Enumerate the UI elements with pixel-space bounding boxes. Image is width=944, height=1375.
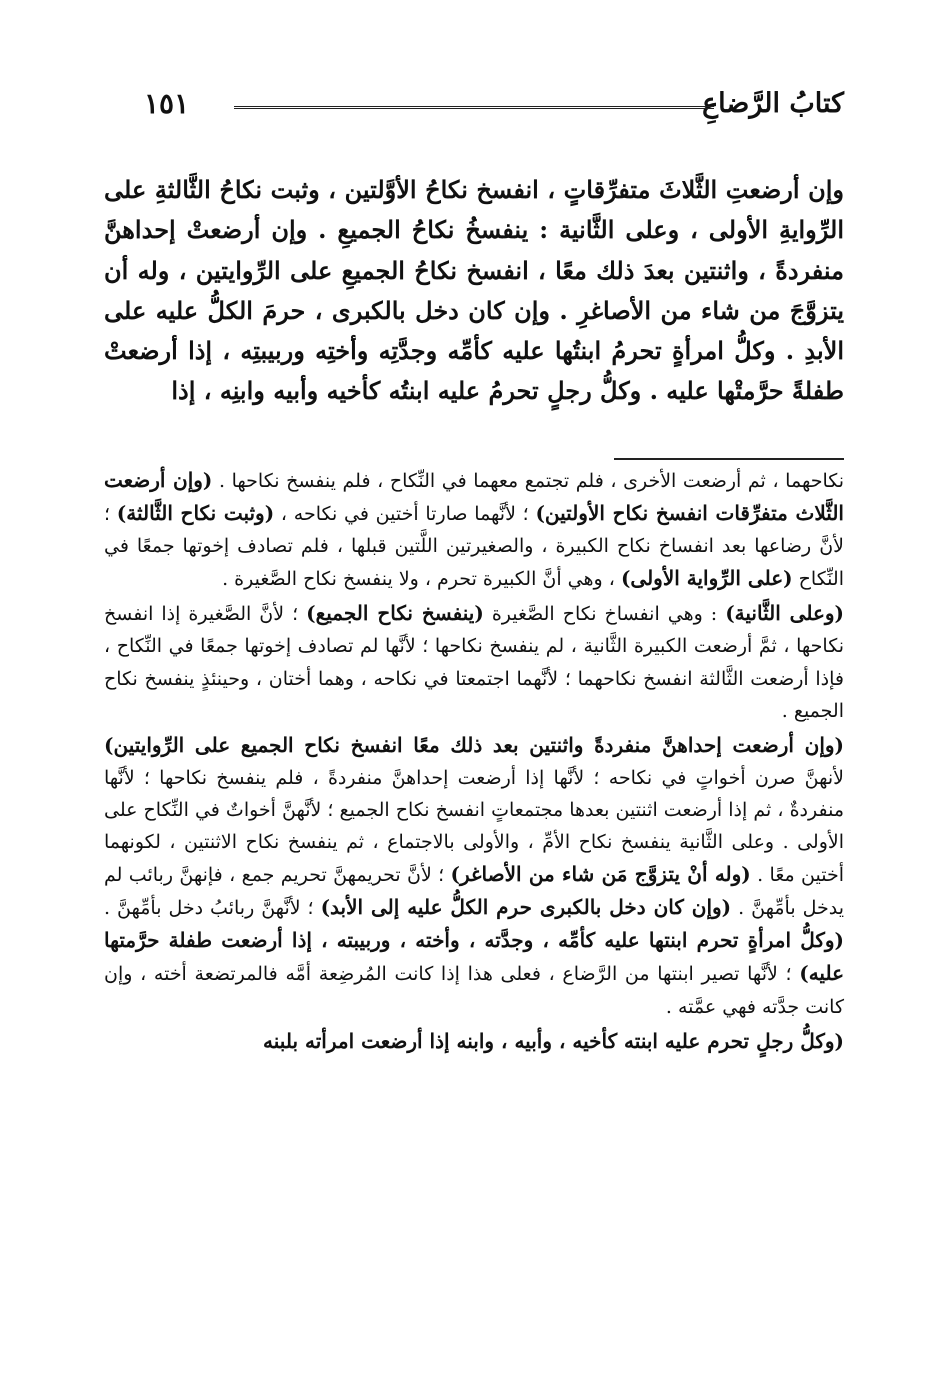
commentary-paragraph [104, 1025, 844, 1058]
header-rule [234, 106, 714, 113]
running-title: كتابُ الرَّضاعِ [702, 88, 844, 119]
main-text: وإن أرضعتِ الثَّلاثَ متفرِّقاتٍ ، انفسخ نكاحُ الأوَّلتين ، وثبت نكاحُ الثَّالثةِ على الرِّوايةِ الأولى ، وعلى الثَّانية : ينفسخُ نكاحُ الجميعِ . وإن أرضعتْ إحداهنَّ منفردةً ، واثنتين بعدَ ذلك معًا ، انفسخ نكاحُ الجميعِ على الرِّوايتين ، وله أن يتزوَّجَ من شاء من الأصاغرِ . وإن كان دخل بالكبرى ، حرمَ الكلُّ عليه على الأبدِ . وكلُّ امرأةٍ تحرمُ ابنتُها عليه كأمِّه وجدَّتِه وأختِه وربيبتِه ، إذا أرضعتْ طفلةً حرَّمتْها عليه . وكلُّ رجلٍ تحرمُ عليه ابنتُه كأخيه وأبيه وابنِه ، إذا [104, 175, 844, 406]
commentary-text: ؛ لأنَّ تحريمهنَّ تحريم جمع ، فإنهنَّ ربائب لم يدخل بأمِّهنَّ . [104, 864, 845, 920]
page-header [104, 82, 844, 126]
quoted-matn: (وله أنْ يتزوَّج مَن شاء من الأصاغر) [450, 862, 751, 887]
main-text-block [104, 170, 844, 412]
quoted-matn: (وكلُّ رجلٍ تحرم عليه ابنته كأخيه ، وأبيه ، وابنه إذا أرضعت امرأته بلبنه [263, 1028, 844, 1053]
quoted-matn: (ينفسخ نكاح الجميع) [306, 601, 484, 626]
commentary-text: ؛ لأنَّهنَّ ربائبُ دخل بأمِّهنَّ . [104, 897, 314, 920]
quoted-matn: (وإن أرضعت الثَّلاث متفرِّقات انفسخ نكاح الأولتين) [104, 468, 844, 526]
commentary-text: لأنهنَّ صرن أخواتٍ في نكاحه ؛ لأنَّها إذا أرضعت إحداهنَّ منفردةً ، فلم ينفسخ نكاحها ؛ لأنَّها منفردةٌ ، ثم إذا أرضعت اثنتين بعدها مجتمعاتٍ انفسخ نكاح الجميع ؛ لأنَّهنَّ أخواتٌ في النِّكاح على الأولى . وعلى الثَّانية ينفسخ نكاح الأمِّ ، والأولى بالاجتماع ، ثم ينفسخ نكاح الاثنتين ، لكونهما أختين معًا . [104, 766, 844, 887]
quoted-matn: (وثبت نكاح الثَّالثة) [116, 501, 275, 526]
commentary-block [104, 464, 844, 1058]
commentary-text: نكاحهما ، ثم أرضعت الأخرى ، فلم تجتمع معهما في النِّكاح ، فلم ينفسخ نكاحها . [218, 470, 845, 492]
quoted-matn: (وكلُّ امرأةٍ تحرم ابنتها عليه كأمِّه ، وجدَّته ، وأخته ، وربيبته ، إذا أرضعت طفلة حرَّمتها عليه) [104, 928, 845, 986]
commentary-text: ؛ لأنَّها تصير ابنتها من الرَّضاع ، فعلى هذا إذا كانت المُرضِعة أمَّه فالمرتضعة أخته ، وإن كانت جدَّته فهي عمَّته . [104, 963, 844, 1018]
footnote-divider [614, 458, 844, 460]
commentary-paragraph [104, 464, 844, 595]
quoted-matn: (وعلى الثَّانية) [725, 601, 845, 626]
commentary-text: ؛ لأنَّ الصَّغيرة إذا انفسخ نكاحها ، ثمَّ أرضعت الكبيرة الثَّانية ، لم ينفسخ نكاحها ؛ لأنَّها لم تصادف إخوتها جمعًا في النِّكاح ، فإذا أرضعت الثَّالثة انفسخ نكاحهما ؛ لأنَّهما اجتمعتا في نكاحه ، وهما أختان ، وحينئذٍ ينفسخ نكاح الجميع . [104, 603, 844, 722]
page-number: ١٥١ [144, 87, 190, 120]
quoted-matn: (على الرِّواية الأولى) [620, 566, 793, 591]
commentary-text: ؛ لأنَّ رضاعها بعد انفساخ نكاح الكبيرة ، والصغيرتين اللَّتين قبلها ، فلم تصادف إخوتها جمعًا في النِّكاح [104, 503, 844, 591]
commentary-paragraph [104, 729, 844, 1023]
commentary-paragraph [104, 597, 844, 726]
commentary-text: ؛ لأنَّهما صارتا أختين في نكاحه ، [280, 503, 529, 526]
commentary-text: ، وهي أنَّ الكبيرة تحرم ، ولا ينفسخ نكاح الصَّغيرة . [222, 568, 615, 591]
quoted-matn: (وإن كان دخل بالكبرى حرم الكلُّ عليه إلى الأبد) [320, 895, 732, 920]
commentary-text: : وهي انفساخ نكاح الصَّغيرة [491, 603, 718, 626]
quoted-matn: (وإن أرضعت إحداهنَّ منفردةً واثنتين بعد ذلك معًا انفسخ نكاح الجميع على الرِّوايتين) [104, 732, 844, 757]
